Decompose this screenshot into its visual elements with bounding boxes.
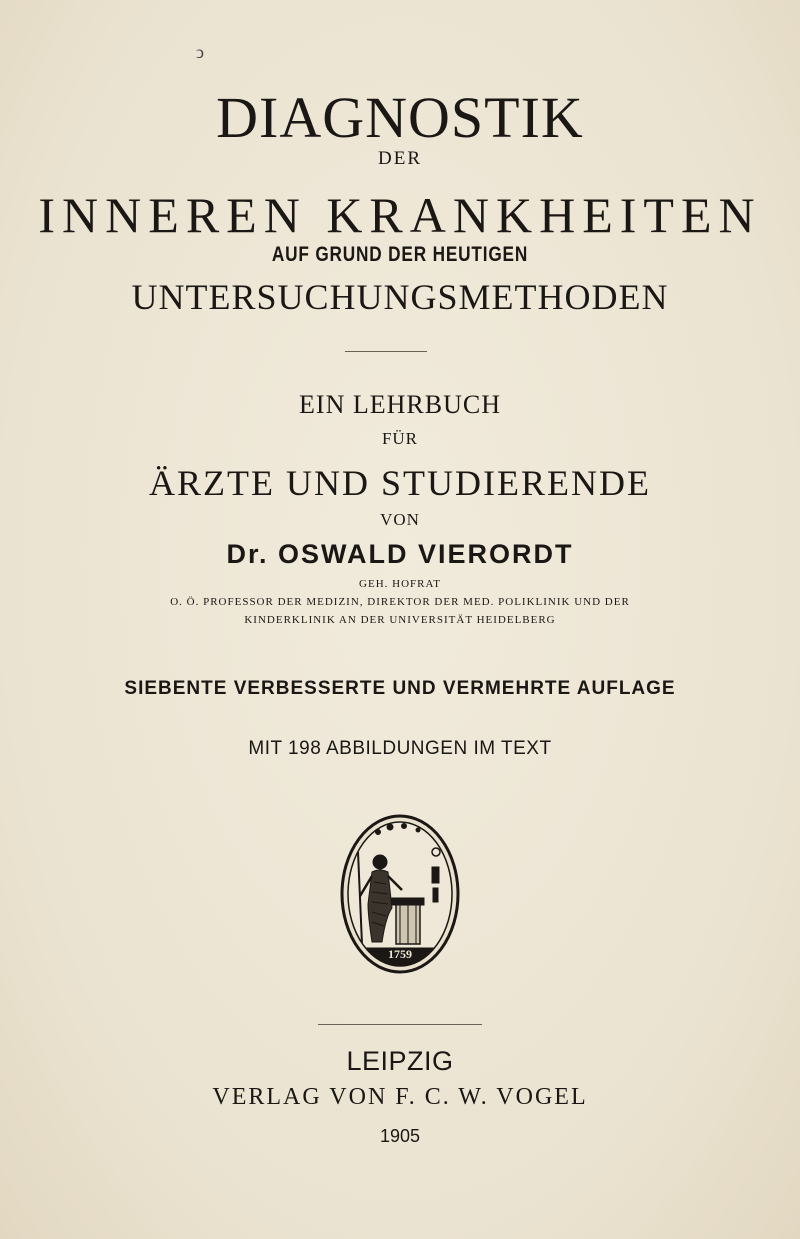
emblem-year: 1759	[388, 947, 412, 961]
main-title: DIAGNOSTIK	[216, 85, 584, 150]
title-article: DER	[378, 148, 422, 169]
title-subject: INNEREN KRANKHEITEN	[38, 187, 762, 243]
publisher-name: VERLAG VON F. C. W. VOGEL	[212, 1084, 588, 1110]
book-for: FÜR	[381, 429, 419, 448]
author-position-1: O. Ö. PROFESSOR DER MEDIZIN, DIREKTOR DER MED. POLIKLINIK UND DER	[170, 596, 630, 608]
title-methods: UNTERSUCHUNGSMETHODEN	[131, 277, 669, 317]
author-name: Dr. OSWALD VIERORDT	[226, 539, 574, 569]
book-type: EIN LEHRBUCH	[299, 390, 501, 419]
title-basis-line: AUF GRUND DER HEUTIGEN	[271, 243, 529, 266]
author-rank: GEH. HOFRAT	[359, 578, 441, 590]
author-position-2: KINDERKLINIK AN DER UNIVERSITÄT HEIDELBERG	[244, 614, 556, 626]
book-by: VON	[380, 510, 420, 529]
publication-year: 1905	[379, 1126, 421, 1146]
divider-bottom	[318, 1024, 482, 1025]
edition-line: SIEBENTE VERBESSERTE UND VERMEHRTE AUFLAGE	[124, 678, 676, 699]
publisher-city: LEIPZIG	[346, 1046, 454, 1076]
divider-top	[345, 351, 427, 352]
corner-mark: ↄ	[196, 42, 204, 62]
publisher-device-icon	[338, 812, 462, 976]
illustrations-line: MIT 198 ABBILDUNGEN IM TEXT	[248, 738, 552, 759]
book-audience: ÄRZTE UND STUDIERENDE	[149, 463, 651, 503]
